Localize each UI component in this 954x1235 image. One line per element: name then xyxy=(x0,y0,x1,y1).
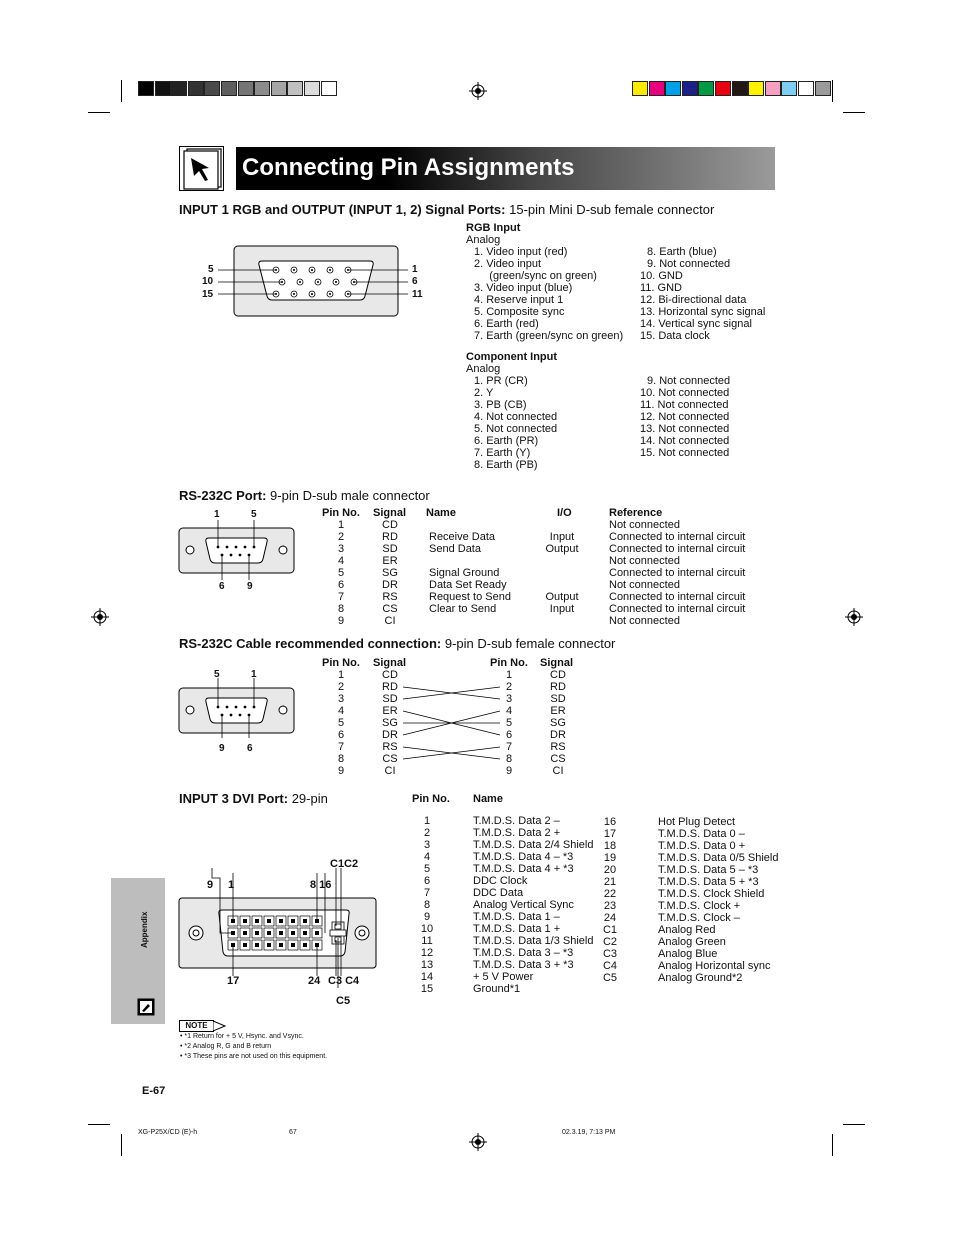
table-cell: 4 xyxy=(337,555,345,567)
table-cell: 9 xyxy=(505,765,513,777)
table-cell: RS xyxy=(382,741,398,753)
table-cell: Analog Blue xyxy=(658,948,718,960)
table-cell: Analog Green xyxy=(658,936,726,948)
cable-heading-bold: RS-232C Cable recommended connection: xyxy=(179,636,442,651)
table-cell: CI xyxy=(552,765,564,777)
footer-page-num: 67 xyxy=(289,1129,297,1136)
table-cell: T.M.D.S. Data 0 – xyxy=(658,828,745,840)
list-item: 11. Not connected xyxy=(640,399,729,411)
dvi-col-name: Name xyxy=(473,793,503,805)
table-cell: Connected to internal circuit xyxy=(609,591,746,603)
table-cell: + 5 V Power xyxy=(473,971,534,983)
registration-mark-icon xyxy=(91,608,109,626)
dsub9f-label: 1 xyxy=(251,669,257,680)
table-cell xyxy=(540,567,584,579)
footer-date: 02.3.19, 7:13 PM xyxy=(562,1129,616,1136)
table-cell: 6 xyxy=(505,729,513,741)
crop-mark xyxy=(121,80,122,102)
color-swatch xyxy=(748,81,764,96)
table-cell: Not connected xyxy=(609,555,680,567)
table-cell: Request to Send xyxy=(429,591,511,603)
note-label: NOTE xyxy=(179,1020,214,1032)
dsub9-female-diagram xyxy=(178,678,296,738)
list-item: 9. Not connected xyxy=(647,258,731,270)
table-cell: DR xyxy=(382,729,398,741)
list-item: 4. Not connected xyxy=(474,411,558,423)
arrow-right-icon xyxy=(213,1020,227,1032)
rgb-right-list xyxy=(640,246,765,342)
table-cell: 22 xyxy=(603,888,617,900)
table-cell: DR xyxy=(550,729,566,741)
table-cell: 5 xyxy=(423,863,431,875)
table-cell: 5 xyxy=(505,717,513,729)
table-cell: CS xyxy=(550,753,566,765)
table-cell: 9 xyxy=(337,615,345,627)
list-item: 11. GND xyxy=(640,282,682,294)
table-cell: 8 xyxy=(505,753,513,765)
table-cell: T.M.D.S. Data 2 – xyxy=(473,815,560,827)
table-cell: 5 xyxy=(337,567,345,579)
dsub15-label: 6 xyxy=(412,276,418,287)
table-cell: DDC Clock xyxy=(473,875,528,887)
table-cell: 20 xyxy=(603,864,617,876)
table-cell: C3 xyxy=(602,948,618,960)
table-cell: CD xyxy=(382,669,398,681)
table-cell: 4 xyxy=(505,705,513,717)
table-cell: T.M.D.S. Data 0/5 Shield xyxy=(658,852,779,864)
table-cell: T.M.D.S. Data 1 – xyxy=(473,911,560,923)
note-text: *1 Return for + 5 V, Hsync. and Vsync. xyxy=(184,1033,304,1040)
table-cell: DDC Data xyxy=(473,887,524,899)
table-cell: T.M.D.S. Clock Shield xyxy=(658,888,765,900)
rs232-ref-col xyxy=(609,519,745,627)
component-input-title: Component Input xyxy=(466,351,558,363)
note-text: *3 These pins are not used on this equipment. xyxy=(184,1053,328,1060)
table-cell: SG xyxy=(382,717,398,729)
cable-signal-col-b xyxy=(545,669,571,777)
table-cell xyxy=(429,615,511,627)
table-cell: 1 xyxy=(337,519,345,531)
list-item: 8. Earth (PB) xyxy=(474,459,538,471)
color-swatch xyxy=(221,81,237,96)
list-item: 7. Earth (green/sync on green) xyxy=(474,330,624,342)
list-item: 14. Vertical sync signal xyxy=(640,318,752,330)
table-cell: 2 xyxy=(423,827,431,839)
rgb-left-list xyxy=(474,246,623,342)
rgb-section-heading xyxy=(179,202,714,217)
table-cell: ER xyxy=(550,705,566,717)
table-cell: Connected to internal circuit xyxy=(609,567,746,579)
table-cell: 8 xyxy=(337,753,345,765)
table-cell: 12 xyxy=(420,947,434,959)
note-item: • *2 Analog R, G and B return xyxy=(180,1043,272,1050)
rs232-col-signal: Signal xyxy=(373,507,407,519)
table-cell: 6 xyxy=(337,729,345,741)
dvi-label: 8 16 xyxy=(310,879,332,891)
list-item: 14. Not connected xyxy=(640,435,730,447)
list-item: 2. Video input xyxy=(474,258,542,270)
table-cell: CI xyxy=(384,615,396,627)
table-cell: Analog Vertical Sync xyxy=(473,899,574,911)
list-item: 13. Horizontal sync signal xyxy=(640,306,766,318)
dsub9f-label: 6 xyxy=(247,743,253,754)
cable-section-heading xyxy=(179,636,615,651)
table-cell: 7 xyxy=(337,741,345,753)
list-item: 6. Earth (red) xyxy=(474,318,539,330)
cable-wiring-lines xyxy=(400,669,505,777)
list-item: 1. PR (CR) xyxy=(474,375,528,387)
table-cell: C1 xyxy=(602,924,618,936)
cable-col-pin-a: Pin No. xyxy=(322,657,360,669)
table-cell: 9 xyxy=(423,911,431,923)
table-cell: Not connected xyxy=(609,579,680,591)
table-cell: T.M.D.S. Data 3 + *3 xyxy=(473,959,574,971)
table-cell: Analog Ground*2 xyxy=(658,972,743,984)
dsub9f-label: 9 xyxy=(219,743,225,754)
dsub15-label: 15 xyxy=(202,289,214,300)
title-banner xyxy=(236,147,775,190)
rgb-heading-bold: INPUT 1 RGB and OUTPUT (INPUT 1, 2) Signal Ports: xyxy=(179,202,506,217)
list-item: (green/sync on green) xyxy=(474,270,597,282)
crop-mark xyxy=(88,112,110,113)
table-cell: CD xyxy=(550,669,566,681)
table-cell: SD xyxy=(550,693,566,705)
color-swatch xyxy=(765,81,781,96)
dsub15-label: 10 xyxy=(202,276,214,287)
table-cell: Input xyxy=(549,531,575,543)
rs232-io-col xyxy=(540,519,584,627)
color-swatch xyxy=(238,81,254,96)
table-cell: DR xyxy=(382,579,398,591)
list-item: 7. Earth (Y) xyxy=(474,447,531,459)
list-item: 15. Not connected xyxy=(640,447,730,459)
table-cell: 16 xyxy=(603,816,617,828)
dvi-col-pin: Pin No. xyxy=(412,793,450,805)
table-cell: T.M.D.S. Data 2 + xyxy=(473,827,561,839)
table-cell: 11 xyxy=(421,935,433,947)
table-cell: CD xyxy=(382,519,398,531)
color-swatch xyxy=(254,81,270,96)
table-cell: Output xyxy=(545,543,579,555)
table-cell: T.M.D.S. Data 4 – *3 xyxy=(473,851,574,863)
table-cell: T.M.D.S. Clock – xyxy=(658,912,740,924)
rgb-input-sub: Analog xyxy=(466,234,501,246)
table-cell: 7 xyxy=(423,887,431,899)
table-cell: T.M.D.S. Data 5 – *3 xyxy=(658,864,759,876)
table-cell: 9 xyxy=(337,765,345,777)
dvi-label: 1 xyxy=(228,879,235,891)
dvi-name-col-right xyxy=(658,816,778,984)
table-cell: 23 xyxy=(603,900,617,912)
table-cell: SG xyxy=(550,717,566,729)
table-cell: T.M.D.S. Data 1 + xyxy=(473,923,561,935)
cable-col-pin-b: Pin No. xyxy=(490,657,528,669)
table-cell xyxy=(540,615,584,627)
color-swatch xyxy=(781,81,797,96)
list-item: 1. Video input (red) xyxy=(474,246,568,258)
cable-heading-normal: 9-pin D-sub female connector xyxy=(444,636,616,651)
table-cell: Receive Data xyxy=(429,531,496,543)
table-cell: T.M.D.S. Data 1/3 Shield xyxy=(473,935,594,947)
dvi-heading-normal: 29-pin xyxy=(291,791,328,806)
table-cell: ER xyxy=(382,705,398,717)
table-cell: 3 xyxy=(505,693,513,705)
component-input-sub: Analog xyxy=(466,363,501,375)
table-cell: C2 xyxy=(602,936,618,948)
table-cell: 7 xyxy=(337,591,345,603)
list-item: 9. Not connected xyxy=(647,375,731,387)
dsub15-label: 1 xyxy=(412,264,418,275)
rs232-pin-col xyxy=(331,519,351,627)
color-swatch xyxy=(138,81,154,96)
table-cell: ER xyxy=(382,555,398,567)
rs232-col-ref: Reference xyxy=(609,507,663,519)
color-swatch xyxy=(815,81,831,96)
color-swatch xyxy=(204,81,220,96)
crop-mark xyxy=(121,1134,122,1156)
table-cell: Analog Red xyxy=(658,924,716,936)
table-cell: RD xyxy=(550,681,566,693)
color-swatch xyxy=(271,81,287,96)
table-cell: 21 xyxy=(603,876,617,888)
table-cell: 14 xyxy=(420,971,434,983)
rs232-col-io: I/O xyxy=(557,507,572,519)
dvi-pin-col-left xyxy=(415,815,439,995)
dvi-heading-bold: INPUT 3 DVI Port: xyxy=(179,791,289,806)
list-item: 3. PB (CB) xyxy=(474,399,527,411)
table-cell: 13 xyxy=(420,959,434,971)
color-swatch xyxy=(798,81,814,96)
color-swatch xyxy=(632,81,648,96)
pointer-icon xyxy=(179,146,224,191)
table-cell: SD xyxy=(382,543,398,555)
table-cell xyxy=(540,579,584,591)
table-cell: 3 xyxy=(423,839,431,851)
table-cell: 1 xyxy=(337,669,345,681)
list-item: 15. Data clock xyxy=(640,330,710,342)
table-cell xyxy=(429,555,511,567)
note-text: *2 Analog R, G and B return xyxy=(184,1043,272,1050)
table-cell: SG xyxy=(382,567,398,579)
color-swatch xyxy=(649,81,665,96)
rgb-heading-normal: 15-pin Mini D-sub female connector xyxy=(509,202,715,217)
component-left-list xyxy=(474,375,557,471)
list-item: 8. Earth (blue) xyxy=(647,246,717,258)
dsub15-connector-diagram xyxy=(200,244,430,319)
rs232-col-name: Name xyxy=(426,507,456,519)
dvi-label: 9 xyxy=(207,879,214,891)
list-item: 10. Not connected xyxy=(640,387,730,399)
sidebar-label: Appendix xyxy=(140,911,149,948)
color-swatch xyxy=(665,81,681,96)
color-swatch xyxy=(321,81,337,96)
table-cell: 3 xyxy=(337,693,345,705)
rs232-col-pin: Pin No. xyxy=(322,507,360,519)
crop-mark xyxy=(832,1134,833,1156)
appendix-icon xyxy=(137,998,155,1016)
table-cell: Not connected xyxy=(609,615,680,627)
table-cell: Connected to internal circuit xyxy=(609,603,746,615)
table-cell: Output xyxy=(545,591,579,603)
note-item: • *3 These pins are not used on this equipment. xyxy=(180,1053,328,1060)
table-cell: 6 xyxy=(337,579,345,591)
table-cell: 4 xyxy=(337,705,345,717)
table-cell: 5 xyxy=(337,717,345,729)
dsub9-label: 5 xyxy=(251,509,257,520)
table-cell: RD xyxy=(382,681,398,693)
rs232-section-heading xyxy=(179,488,430,503)
table-cell: Not connected xyxy=(609,519,680,531)
list-item: 5. Composite sync xyxy=(474,306,565,318)
table-cell: 8 xyxy=(423,899,431,911)
component-right-list xyxy=(640,375,730,459)
list-item: 13. Not connected xyxy=(640,423,730,435)
dsub9f-label: 5 xyxy=(214,669,220,680)
table-cell xyxy=(540,555,584,567)
list-item: 2. Y xyxy=(474,387,494,399)
table-cell: CI xyxy=(384,765,396,777)
crop-mark xyxy=(832,80,833,102)
table-cell: 2 xyxy=(505,681,513,693)
table-cell: 24 xyxy=(603,912,617,924)
note-item: • *1 Return for + 5 V, Hsync. and Vsync. xyxy=(180,1033,304,1040)
crop-mark xyxy=(88,1124,110,1125)
table-cell: 19 xyxy=(603,852,617,864)
table-cell: Connected to internal circuit xyxy=(609,543,746,555)
table-cell: CS xyxy=(382,753,398,765)
rs232-heading-bold: RS-232C Port: xyxy=(179,488,267,503)
table-cell: T.M.D.S. Data 2/4 Shield xyxy=(473,839,594,851)
table-cell: RS xyxy=(382,591,398,603)
table-cell: 8 xyxy=(337,603,345,615)
rs232-signal-col xyxy=(377,519,403,627)
dsub15-label: 5 xyxy=(208,264,214,275)
registration-mark-icon xyxy=(845,608,863,626)
dvi-name-col-left xyxy=(473,815,593,995)
dsub9-label: 9 xyxy=(247,581,253,592)
dsub9-male-diagram xyxy=(178,520,296,580)
table-cell: 6 xyxy=(423,875,431,887)
table-cell: T.M.D.S. Clock + xyxy=(658,900,741,912)
dvi-label: C1C2 xyxy=(330,858,359,870)
table-cell: T.M.D.S. Data 5 + *3 xyxy=(658,876,759,888)
table-cell: CS xyxy=(382,603,398,615)
cable-col-signal-b: Signal xyxy=(540,657,574,669)
table-cell: 1 xyxy=(505,669,513,681)
table-cell: Ground*1 xyxy=(473,983,521,995)
list-item: 12. Bi-directional data xyxy=(640,294,747,306)
color-swatch xyxy=(682,81,698,96)
color-swatch xyxy=(732,81,748,96)
dvi-section-heading xyxy=(179,791,328,806)
table-cell: RD xyxy=(382,531,398,543)
table-cell: 1 xyxy=(423,815,431,827)
list-item: 5. Not connected xyxy=(474,423,558,435)
color-swatch xyxy=(171,81,187,96)
list-item: 4. Reserve input 1 xyxy=(474,294,564,306)
crop-mark xyxy=(843,112,865,113)
cable-pin-col-a xyxy=(331,669,351,777)
table-cell: T.M.D.S. Data 3 – *3 xyxy=(473,947,574,959)
dsub9-label: 6 xyxy=(219,581,225,592)
cable-col-signal-a: Signal xyxy=(373,657,407,669)
color-swatch xyxy=(188,81,204,96)
dvi-label: C5 xyxy=(336,995,351,1007)
table-cell: 10 xyxy=(420,923,434,935)
table-cell: T.M.D.S. Data 0 + xyxy=(658,840,746,852)
table-cell: 17 xyxy=(603,828,617,840)
dvi-label: C3 C4 xyxy=(328,975,360,987)
rs232-heading-normal: 9-pin D-sub male connector xyxy=(270,488,430,503)
table-cell: Analog Horizontal sync xyxy=(658,960,771,972)
table-cell: C5 xyxy=(602,972,618,984)
list-item: 6. Earth (PR) xyxy=(474,435,539,447)
list-item: 10. GND xyxy=(640,270,683,282)
color-swatch xyxy=(698,81,714,96)
table-cell: 2 xyxy=(337,531,345,543)
table-cell: 15 xyxy=(420,983,434,995)
footer-filename: XG-P25X/CD (E)-h xyxy=(138,1129,198,1136)
color-swatch xyxy=(155,81,171,96)
table-cell: C4 xyxy=(602,960,618,972)
rgb-input-title: RGB Input xyxy=(466,222,521,234)
registration-mark-icon xyxy=(469,82,487,100)
dvi-pin-col-right xyxy=(598,816,622,984)
color-swatch xyxy=(287,81,303,96)
table-cell: RS xyxy=(550,741,566,753)
page-number: E-67 xyxy=(142,1085,166,1097)
list-item: 12. Not connected xyxy=(640,411,730,423)
dsub15-label: 11 xyxy=(412,289,423,300)
table-cell: Hot Plug Detect xyxy=(658,816,736,828)
table-cell: 7 xyxy=(505,741,513,753)
table-cell xyxy=(429,519,511,531)
crop-mark xyxy=(843,1124,865,1125)
table-cell: 18 xyxy=(603,840,617,852)
table-cell: Signal Ground xyxy=(429,567,500,579)
table-cell xyxy=(540,519,584,531)
dvi-label: 17 xyxy=(227,975,240,987)
table-cell: Input xyxy=(549,603,575,615)
table-cell: Clear to Send xyxy=(429,603,497,615)
table-cell: Data Set Ready xyxy=(429,579,507,591)
table-cell: Connected to internal circuit xyxy=(609,531,746,543)
table-cell: 4 xyxy=(423,851,431,863)
page-title: Connecting Pin Assignments xyxy=(242,154,575,181)
table-cell: 2 xyxy=(337,681,345,693)
dvi-label: 24 xyxy=(308,975,321,987)
table-cell: SD xyxy=(382,693,398,705)
color-swatch xyxy=(304,81,320,96)
table-cell: T.M.D.S. Data 4 + *3 xyxy=(473,863,574,875)
registration-mark-icon xyxy=(469,1133,487,1151)
color-swatch xyxy=(715,81,731,96)
table-cell: Send Data xyxy=(429,543,481,555)
table-cell: 3 xyxy=(337,543,345,555)
dsub9-label: 1 xyxy=(214,509,220,520)
list-item: 3. Video input (blue) xyxy=(474,282,573,294)
rs232-name-col xyxy=(429,519,511,627)
